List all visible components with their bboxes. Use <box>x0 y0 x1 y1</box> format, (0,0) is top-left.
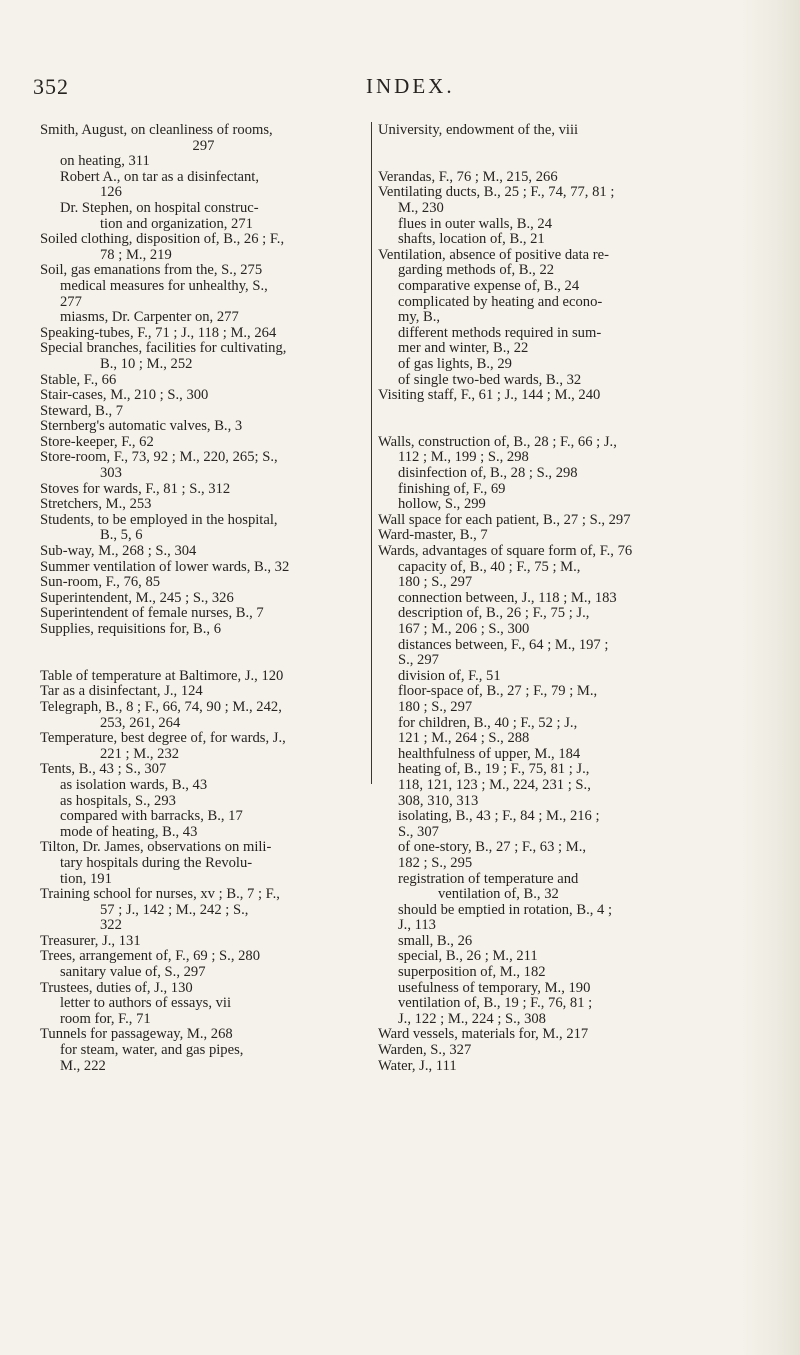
index-entry: Walls, construction of, B., 28 ; F., 66 ; J., <box>378 433 617 450</box>
index-subentry: description of, B., 26 ; F., 75 ; J., <box>398 605 590 622</box>
index-subentry: mode of heating, B., 43 <box>60 823 198 840</box>
index-subentry: connection between, J., 118 ; M., 183 <box>398 589 617 606</box>
index-subentry: ventilation of, B., 19 ; F., 76, 81 ; <box>398 995 593 1012</box>
index-subentry: 121 ; M., 264 ; S., 288 <box>398 730 530 747</box>
index-entry: Store-room, F., 73, 92 ; M., 220, 265; S., <box>40 449 278 466</box>
index-subentry: as hospitals, S., 293 <box>60 792 176 809</box>
blank-line <box>378 404 714 420</box>
index-entry: Tilton, Dr. James, observations on mili- <box>40 839 272 856</box>
index-subentry: ventilation of, B., 32 <box>438 886 559 903</box>
index-column-left <box>40 123 367 1074</box>
index-entry: Smith, August, on cleanliness of rooms, <box>40 122 273 138</box>
running-head: INDEX. <box>366 74 455 98</box>
index-subentry: J., 122 ; M., 224 ; S., 308 <box>398 1010 546 1027</box>
index-subentry: 182 ; S., 295 <box>398 854 473 871</box>
index-subentry: 297 <box>192 137 215 154</box>
index-subentry: floor-space of, B., 27 ; F., 79 ; M., <box>398 683 598 700</box>
index-entry: Superintendent of female nurses, B., 7 <box>40 605 264 622</box>
index-subentry: for children, B., 40 ; F., 52 ; J., <box>398 714 578 731</box>
index-subentry: shafts, location of, B., 21 <box>398 231 545 248</box>
blank-line <box>378 139 714 155</box>
index-subentry: for steam, water, and gas pipes, <box>60 1042 244 1059</box>
index-subentry: special, B., 26 ; M., 211 <box>398 948 538 965</box>
index-subentry: S., 297 <box>398 652 439 669</box>
index-subentry: complicated by heating and econo- <box>398 293 603 310</box>
index-entry: University, endowment of the, viii <box>378 122 579 138</box>
index-entry: Superintendent, M., 245 ; S., 326 <box>40 589 234 606</box>
index-entry: Store-keeper, F., 62 <box>40 433 154 450</box>
index-subentry: as isolation wards, B., 43 <box>60 776 208 793</box>
index-subentry: flues in outer walls, B., 24 <box>398 215 553 232</box>
index-entry: Stretchers, M., 253 <box>40 496 152 513</box>
index-subentry: on heating, 311 <box>60 153 150 170</box>
index-entry: Special branches, facilities for cultivating, <box>40 340 287 357</box>
index-subentry: miasms, Dr. Carpenter on, 277 <box>60 309 239 326</box>
index-subentry: my, B., <box>398 309 441 326</box>
index-entry: Sun-room, F., 76, 85 <box>40 574 161 591</box>
index-subentry: isolating, B., 43 ; F., 84 ; M., 216 ; <box>398 808 600 825</box>
index-entry: Wall space for each patient, B., 27 ; S., 297 <box>378 511 631 528</box>
index-subentry: room for, F., 71 <box>60 1010 151 1027</box>
index-subentry: Robert A., on tar as a disinfectant, <box>60 168 259 185</box>
index-subentry: should be emptied in rotation, B., 4 ; <box>398 901 613 918</box>
index-subentry: mer and winter, B., 22 <box>398 340 529 357</box>
index-entry: Ventilation, absence of positive data re- <box>378 246 609 263</box>
index-entry: Tunnels for passageway, M., 268 <box>40 1026 233 1043</box>
index-subentry: garding methods of, B., 22 <box>398 262 555 279</box>
index-subentry: capacity of, B., 40 ; F., 75 ; M., <box>398 558 581 575</box>
index-entry: Steward, B., 7 <box>40 402 124 419</box>
index-subentry: Dr. Stephen, on hospital construc- <box>60 199 259 216</box>
index-subentry: tion and organization, 271 <box>100 215 253 232</box>
index-subentry: compared with barracks, B., 17 <box>60 808 243 825</box>
index-entry: Telegraph, B., 8 ; F., 66, 74, 90 ; M., 242, <box>40 698 282 715</box>
index-subentry: 253, 261, 264 <box>100 714 181 731</box>
index-entry: Visiting staff, F., 61 ; J., 144 ; M., 240 <box>378 387 601 404</box>
index-subentry: 322 <box>100 917 122 934</box>
index-subentry: tion, 191 <box>60 870 112 887</box>
index-entry: Stoves for wards, F., 81 ; S., 312 <box>40 480 231 497</box>
index-subentry: small, B., 26 <box>398 932 473 949</box>
index-entry: Treasurer, J., 131 <box>40 932 141 949</box>
index-subentry: division of, F., 51 <box>398 667 501 684</box>
index-entry: Stable, F., 66 <box>40 371 117 388</box>
index-column-right <box>378 123 714 1074</box>
index-subentry: 308, 310, 313 <box>398 792 479 809</box>
index-entry: Students, to be employed in the hospital, <box>40 511 278 528</box>
index-subentry: 78 ; M., 219 <box>100 246 172 263</box>
index-subentry: comparative expense of, B., 24 <box>398 277 580 294</box>
index-subentry: J., 113 <box>398 917 436 934</box>
page-edge-shading <box>740 0 800 1355</box>
index-subentry: of one-story, B., 27 ; F., 63 ; M., <box>398 839 587 856</box>
index-subentry: letter to authors of essays, vii <box>60 995 232 1012</box>
index-subentry: B., 10 ; M., 252 <box>100 355 193 372</box>
index-entry: Summer ventilation of lower wards, B., 32 <box>40 558 290 575</box>
index-subentry: 57 ; J., 142 ; M., 242 ; S., <box>100 901 249 918</box>
index-subentry: 180 ; S., 297 <box>398 574 473 591</box>
index-subentry: 126 <box>100 184 122 201</box>
index-subentry: usefulness of temporary, M., 190 <box>398 979 591 996</box>
index-subentry: sanitary value of, S., 297 <box>60 964 206 981</box>
index-subentry: 118, 121, 123 ; M., 224, 231 ; S., <box>398 776 591 793</box>
index-subentry: of single two-bed wards, B., 32 <box>398 371 582 388</box>
index-entry: Wards, advantages of square form of, F., 76 <box>378 543 633 560</box>
index-entry: Soiled clothing, disposition of, B., 26 ; F., <box>40 231 285 248</box>
index-subentry: of gas lights, B., 29 <box>398 355 512 372</box>
index-subentry: hollow, S., 299 <box>398 496 486 513</box>
index-entry: Ward vessels, materials for, M., 217 <box>378 1026 589 1043</box>
index-entry: Ventilating ducts, B., 25 ; F., 74, 77, 81 ; <box>378 184 615 201</box>
index-entry: Sub-way, M., 268 ; S., 304 <box>40 543 197 560</box>
index-entry: Tents, B., 43 ; S., 307 <box>40 761 167 778</box>
index-subentry: 112 ; M., 199 ; S., 298 <box>398 449 529 466</box>
index-entry: Verandas, F., 76 ; M., 215, 266 <box>378 168 558 185</box>
index-subentry: superposition of, M., 182 <box>398 964 546 981</box>
index-subentry: medical measures for unhealthy, S., <box>60 277 268 294</box>
index-subentry: disinfection of, B., 28 ; S., 298 <box>398 465 578 482</box>
page-header <box>0 0 800 100</box>
index-entry: Trustees, duties of, J., 130 <box>40 979 193 996</box>
index-entry: Warden, S., 327 <box>378 1042 472 1059</box>
index-subentry: heating of, B., 19 ; F., 75, 81 ; J., <box>398 761 590 778</box>
blank-line <box>378 154 714 170</box>
index-subentry: M., 230 <box>398 199 444 216</box>
index-subentry: 180 ; S., 297 <box>398 698 473 715</box>
index-subentry: different methods required in sum- <box>398 324 602 341</box>
index-subentry: finishing of, F., 69 <box>398 480 506 497</box>
column-divider <box>371 122 372 784</box>
index-entry: Speaking-tubes, F., 71 ; J., 118 ; M., 264 <box>40 324 277 341</box>
blank-line <box>40 638 367 654</box>
index-entry: Stair-cases, M., 210 ; S., 300 <box>40 387 209 404</box>
index-subentry: B., 5, 6 <box>100 527 143 544</box>
index-subentry: 221 ; M., 232 <box>100 745 180 762</box>
index-subentry: 277 <box>60 293 82 310</box>
index-subentry: registration of temperature and <box>398 870 579 887</box>
index-entry: Table of temperature at Baltimore, J., 120 <box>40 667 284 684</box>
index-subentry: 167 ; M., 206 ; S., 300 <box>398 621 530 637</box>
index-entry: Water, J., 111 <box>378 1057 457 1074</box>
index-entry: Training school for nurses, xv ; B., 7 ; F., <box>40 886 280 903</box>
index-subentry: 303 <box>100 465 122 482</box>
page-number: 352 <box>33 74 69 99</box>
index-subentry: M., 222 <box>60 1057 106 1074</box>
index-subentry: tary hospitals during the Revolu- <box>60 854 253 871</box>
index-subentry: distances between, F., 64 ; M., 197 ; <box>398 636 609 653</box>
blank-line <box>40 653 367 669</box>
index-entry: Sternberg's automatic valves, B., 3 <box>40 418 243 435</box>
index-entry: Ward-master, B., 7 <box>378 527 488 544</box>
index-subentry: S., 307 <box>398 823 439 840</box>
index-entry: Soil, gas emanations from the, S., 275 <box>40 262 263 279</box>
blank-line <box>378 419 714 435</box>
index-entry: Temperature, best degree of, for wards, J., <box>40 730 286 747</box>
index-subentry: healthfulness of upper, M., 184 <box>398 745 581 762</box>
index-entry: Supplies, requisitions for, B., 6 <box>40 621 222 637</box>
index-entry: Trees, arrangement of, F., 69 ; S., 280 <box>40 948 261 965</box>
index-entry: Tar as a disinfectant, J., 124 <box>40 683 203 700</box>
